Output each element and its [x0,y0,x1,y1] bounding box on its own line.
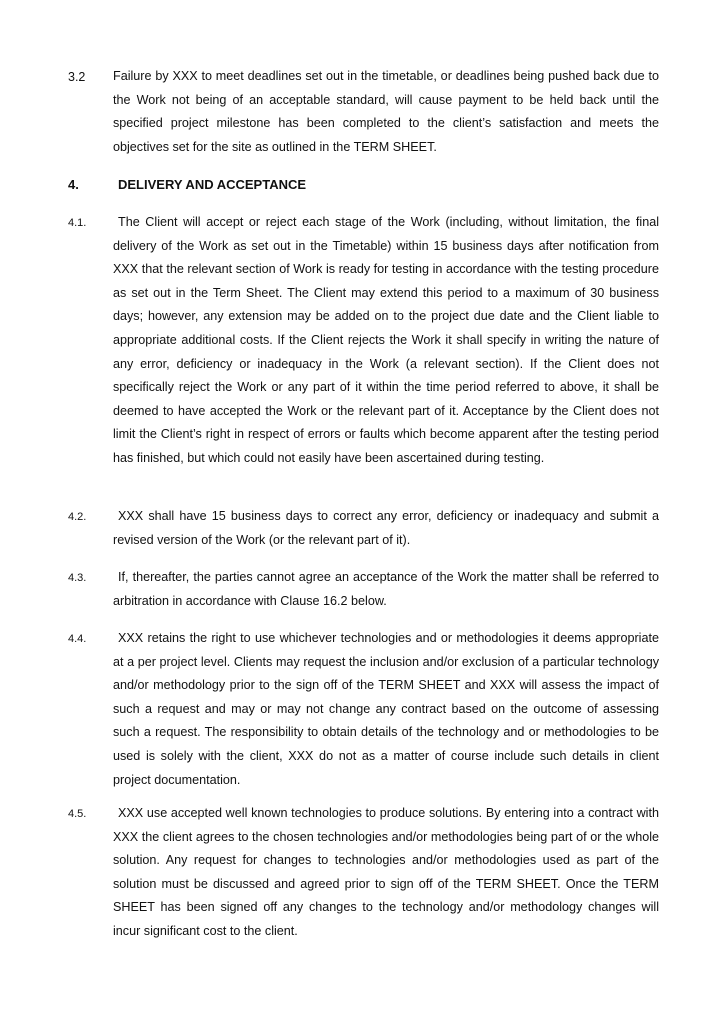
clause-number: 4.3. [68,572,87,584]
clause-text: XXX shall have 15 business days to correct any error, deficiency or inadequacy and submit a revised version of the Work (or the relevant part of it). [113,509,659,547]
clause-text: XXX retains the right to use whichever technologies and or methodologies it deems appropriate at a per project level. Clients may request the inclusion and/or exclusion of a particular technology and/or methodology prior to the sign off of the TERM SHEET and XXX will assess the impact of such a request and may or may not change any contract based on the outcome of assessing such a request. The responsibility to obtain details of the technology and or methodologies to be used is solely with the client, XXX do not as a matter of course include such details in client project documentation. [113,631,659,787]
clause-number: 4.4. [68,633,87,645]
clause-text: Failure by XXX to meet deadlines set out in the timetable, or deadlines being pushed back due to the Work not being of an acceptable standard, will cause payment to be held back until the specified project milestone has been completed to the client’s satisfaction and meets the objectives set for the site as outlined in the TERM SHEET. [113,69,659,154]
section-title: DELIVERY AND ACCEPTANCE [118,177,307,192]
section-number: 4. [68,177,79,192]
clause-text: XXX use accepted well known technologies to produce solutions. By entering into a contract with XXX the client agrees to the chosen technologies and/or methodologies being part of or the whole solution. Any request for changes to technologies and/or methodologies used as part of the solution must be discussed and agreed prior to sign off of the TERM SHEET. Once the TERM SHEET has been signed off any changes to the technology and/or methodology changes will incur significant cost to the client. [113,806,659,938]
clause-text: If, thereafter, the parties cannot agree an acceptance of the Work the matter shall be referred to arbitration in accordance with Clause 16.2 below. [113,570,659,608]
clause-number: 3.2 [68,70,86,84]
clause-number: 4.1. [68,217,87,229]
clause-number: 4.2. [68,511,87,523]
clause-text: The Client will accept or reject each stage of the Work (including, without limitation, the final delivery of the Work as set out in the Timetable) within 15 business days after notification from XXX that the relevant section of Work is ready for testing in accordance with the testing procedure as set out in the Term Sheet. The Client may extend this period to a maximum of 30 business days; however, any extension may be added on to the project due date and the Client liable to appropriate additional costs. If the Client rejects the Work it shall specify in writing the nature of any error, deficiency or inadequacy in the Work (a relevant section). If the Client does not specifically reject the Work or any part of it within the time period referred to above, it shall be deemed to have accepted the Work or the relevant part of it. Acceptance by the Client does not limit the Client’s right in respect of errors or faults which become apparent after the testing period has finished, but which could not easily have been ascertained during testing. [113,215,659,465]
clause-number: 4.5. [68,808,87,820]
